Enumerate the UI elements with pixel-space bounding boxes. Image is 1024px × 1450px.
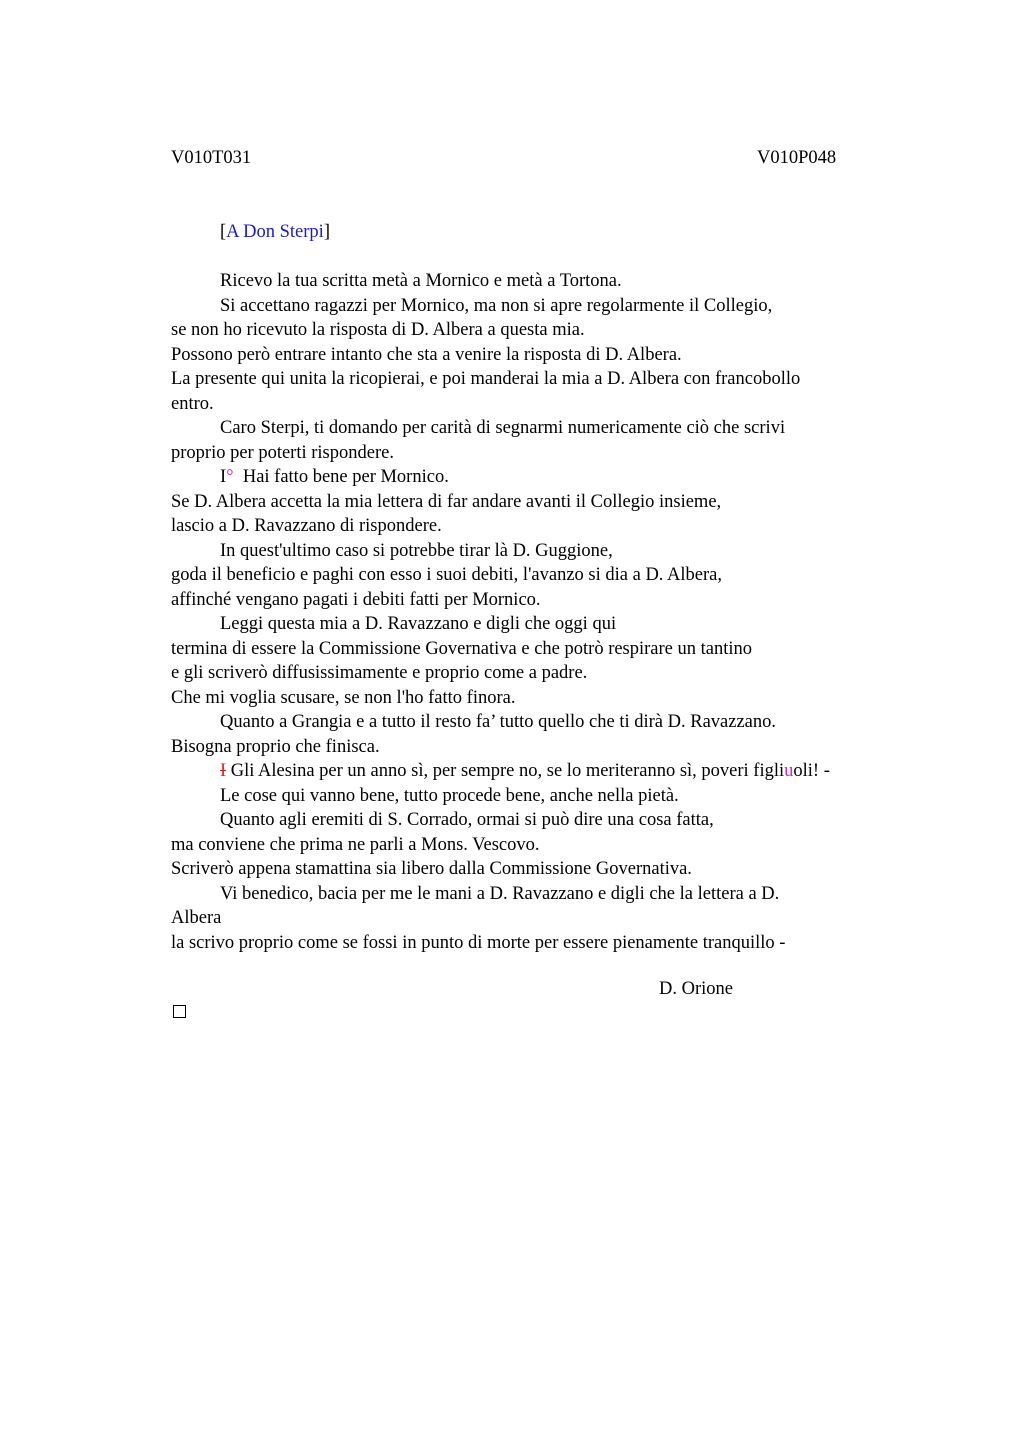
deleted-text: I — [220, 761, 227, 781]
text-line: Ricevo la tua scritta metà a Mornico e metà a Tortona. — [220, 271, 622, 291]
text-line: La presente qui unita la ricopierai, e poi manderai la mia a D. Albera con francobollo — [171, 369, 801, 389]
inserted-text: u — [784, 761, 794, 781]
document-code-left: V010T031 — [171, 148, 252, 168]
text-line: e gli scriverò diffusissimamente e proprio come a padre. — [171, 663, 588, 683]
text-line: Caro Sterpi, ti domando per carità di segnarmi numericamente ciò che scrivi — [220, 418, 786, 438]
text-line: Bisogna proprio che finisca. — [171, 736, 380, 757]
text-line: ma conviene che prima ne parli a Mons. Vescovo. — [171, 834, 540, 855]
point-numeral: I — [220, 467, 227, 487]
text-line: goda il beneficio e paghi con esso i suoi debiti, l'avanzo si dia a D. Albera, — [171, 565, 722, 585]
line-text-after: oli! - — [793, 761, 830, 781]
text-line: Vi benedico, bacia per me le mani a D. Ravazzano e digli che la lettera a D. — [220, 883, 780, 904]
text-line: se non ho ricevuto la risposta di D. Albera a questa mia. — [171, 320, 585, 340]
text-line: Si accettano ragazzi per Mornico, ma non si apre regolarmente il Collegio, — [220, 295, 773, 316]
document-code-right: V010P048 — [757, 148, 837, 168]
text-line: Scriverò appena stamattina sia libero dalla Commissione Governativa. — [171, 859, 692, 879]
title-open-bracket: [ — [220, 222, 227, 242]
end-marker-box — [173, 1005, 186, 1018]
letter-body — [171, 269, 911, 955]
text-line: affinché vengano pagati i debiti fatti per Mornico. — [171, 589, 541, 610]
text-line: termina di essere la Commissione Governativa e che potrò respirare un tantino — [171, 638, 753, 659]
text-line: entro. — [171, 393, 214, 414]
edited-line — [171, 759, 911, 784]
text-line: Le cose qui vanno bene, tutto procede bene, anche nella pietà. — [220, 785, 679, 806]
text-line: Che mi voglia scusare, se non l'ho fatto finora. — [171, 687, 516, 708]
text-line: Albera — [171, 908, 222, 928]
text-line: Quanto agli eremiti di S. Corrado, ormai si può dire una cosa fatta, — [220, 810, 714, 830]
text-line: Possono però entrare intanto che sta a venire la risposta di D. Albera. — [171, 344, 682, 365]
text-line: Se D. Albera accetta la mia lettera di far andare avanti il Collegio insieme, — [171, 491, 722, 512]
numbered-point-line — [171, 465, 911, 490]
text-line: la scrivo proprio come se fossi in punto di morte per essere pienamente tranquillo - — [171, 932, 786, 953]
letter-title — [220, 220, 330, 244]
line-text-before: Gli Alesina per un anno sì, per sempre no, se lo meriteranno sì, poveri figli — [226, 761, 785, 781]
point-text: Hai fatto bene per Mornico. — [233, 467, 449, 487]
text-line: In quest'ultimo caso si potrebbe tirar là D. Guggione, — [220, 540, 613, 561]
signature: D. Orione — [659, 979, 733, 999]
text-line: Quanto a Grangia e a tutto il resto fa’ tutto quello che ti dirà D. Ravazzano. — [220, 712, 777, 732]
text-line: proprio per poterti rispondere. — [171, 442, 394, 463]
title-recipient: A Don Sterpi — [226, 222, 324, 242]
text-line: lascio a D. Ravazzano di rispondere. — [171, 516, 442, 536]
text-line: Leggi questa mia a D. Ravazzano e digli che oggi qui — [220, 614, 617, 634]
degree-mark: ° — [226, 467, 234, 487]
title-close-bracket: ] — [323, 222, 330, 242]
